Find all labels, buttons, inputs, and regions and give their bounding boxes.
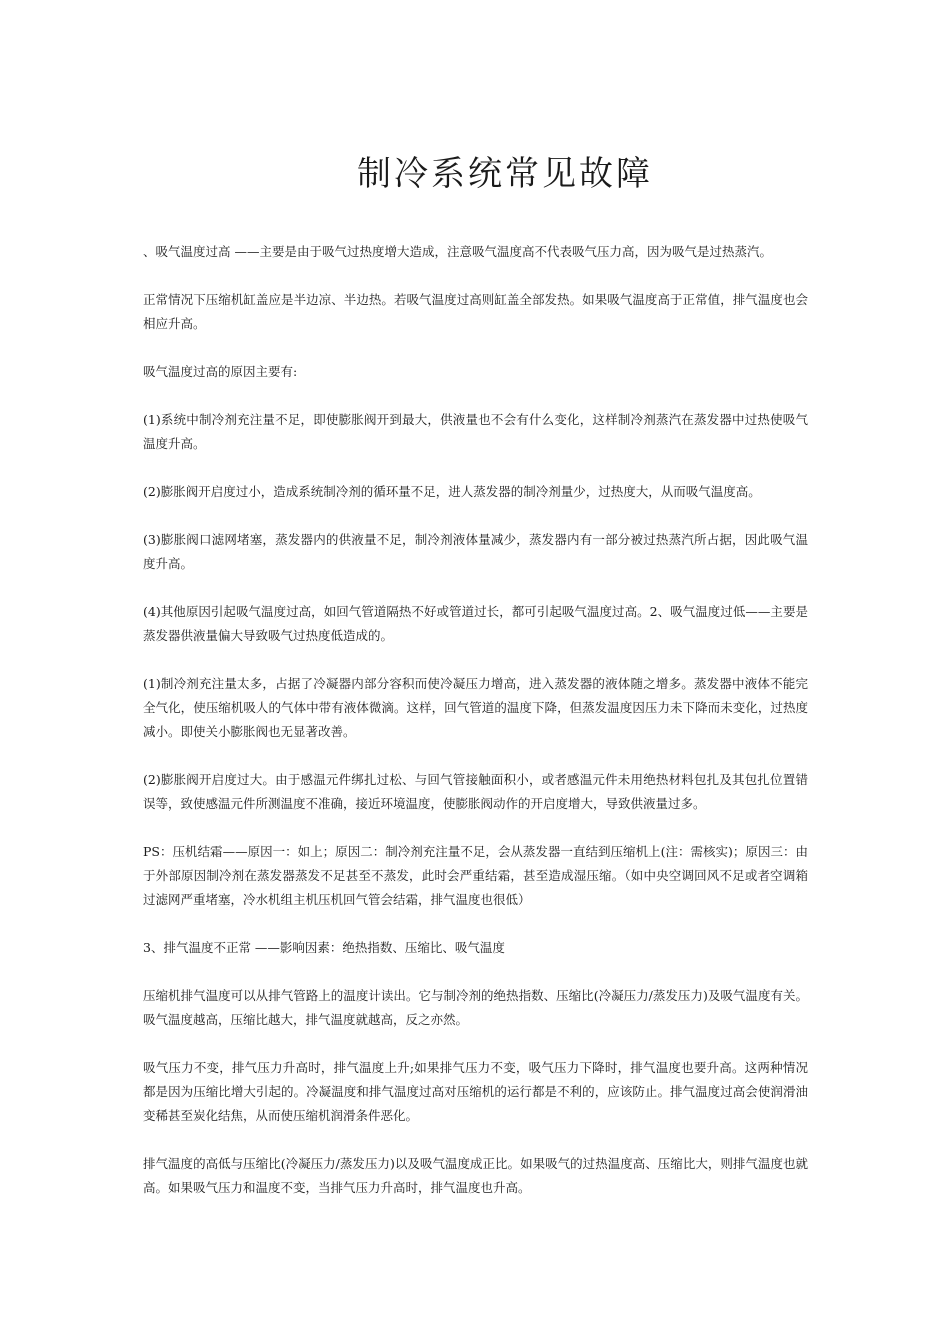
document-title: 制冷系统常见故障 [357,154,653,194]
paragraph: 3、排气温度不正常 ——影响因素：绝热指数、压缩比、吸气温度 [143,940,505,955]
document-body [143,240,808,1224]
paragraph: 正常情况下压缩机缸盖应是半边凉、半边热。若吸气温度过高则缸盖全部发热。如果吸气温度高于正常值，排气温度也会相应升高。 [143,292,808,331]
paragraph: 吸气温度过高的原因主要有: [143,364,298,379]
paragraph: 压缩机排气温度可以从排气管路上的温度计读出。它与制冷剂的绝热指数、压缩比(冷凝压力/蒸发压力)及吸气温度有关。吸气温度越高，压缩比越大，排气温度就越高，反之亦然。 [143,988,808,1027]
paragraph: (4)其他原因引起吸气温度过高，如回气管道隔热不好或管道过长，都可引起吸气温度过高。2、吸气温度过低——主要是蒸发器供液量偏大导致吸气过热度低造成的。 [143,604,808,643]
paragraph: (1)制冷剂充注量太多，占据了冷凝器内部分容积而使冷凝压力增高，进入蒸发器的液体随之增多。蒸发器中液体不能完全气化，使压缩机吸人的气体中带有液体微滴。这样，回气管道的温度下降，但蒸发温度因压力未下降而未变化，过热度减小。即使关小膨胀阀也无显著改善。 [143,676,808,739]
paragraph: (1)系统中制冷剂充注量不足，即使膨胀阀开到最大，供液量也不会有什么变化，这样制冷剂蒸汽在蒸发器中过热使吸气温度升高。 [143,412,808,451]
paragraph: (3)膨胀阀口滤网堵塞，蒸发器内的供液量不足，制冷剂液体量减少，蒸发器内有一部分被过热蒸汽所占据，因此吸气温度升高。 [143,532,808,571]
paragraph: 、吸气温度过高 ——主要是由于吸气过热度增大造成，注意吸气温度高不代表吸气压力高，因为吸气是过热蒸汽。 [143,244,772,259]
paragraph: (2)膨胀阀开启度过小，造成系统制冷剂的循环量不足，进人蒸发器的制冷剂量少，过热度大，从而吸气温度高。 [143,484,761,499]
paragraph: (2)膨胀阀开启度过大。由于感温元件绑扎过松、与回气管接触面积小，或者感温元件未用绝热材料包扎及其包扎位置错误等，致使感温元件所测温度不准确，接近环境温度，使膨胀阀动作的开启度增大，导致供液量过多。 [143,772,808,811]
paragraph: 排气温度的高低与压缩比(冷凝压力/蒸发压力)以及吸气温度成正比。如果吸气的过热温度高、压缩比大，则排气温度也就高。如果吸气压力和温度不变，当排气压力升高时，排气温度也升高。 [143,1156,808,1195]
paragraph: 吸气压力不变，排气压力升高时，排气温度上升;如果排气压力不变，吸气压力下降时，排气温度也要升高。这两种情况都是因为压缩比增大引起的。冷凝温度和排气温度过高对压缩机的运行都是不利的，应该防止。排气温度过高会使润滑油变稀甚至炭化结焦，从而使压缩机润滑条件恶化。 [143,1060,808,1123]
paragraph: PS：压机结霜——原因一：如上；原因二：制冷剂充注量不足，会从蒸发器一直结到压缩机上(注：需核实)；原因三：由于外部原因制冷剂在蒸发器蒸发不足甚至不蒸发，此时会严重结霜，甚至造成湿压缩。（如中央空调回风不足或者空调箱过滤网严重堵塞，冷水机组主机压机回气管会结霜，排气温度也很低） [143,844,808,907]
